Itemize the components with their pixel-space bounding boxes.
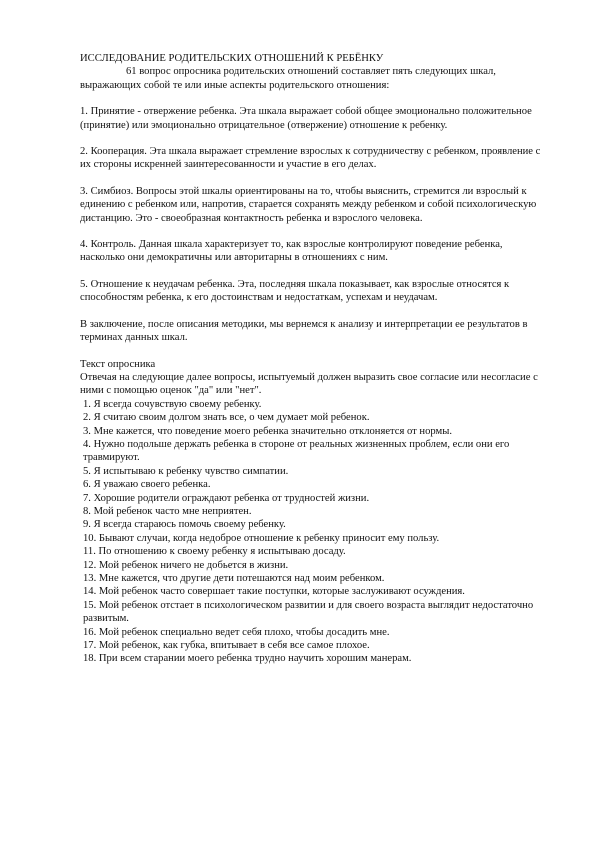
question-item: 3. Мне кажется, что поведение моего ребенка значительно отклоняется от нормы. <box>83 425 453 437</box>
question-item: 12. Мой ребенок ничего не добьется в жизни. <box>83 559 289 571</box>
scale-paragraph: 3. Симбиоз. Вопросы этой шкалы ориентированы на то, чтобы выяснить, стремится ли взрослый к единению с ребенком или, напротив, старается сохранять между ребенком и собой психологическую дистанцию. Это - своеобразная контактность ребенка и взрослого человека. <box>80 185 537 224</box>
spacer <box>80 265 548 278</box>
text-column <box>80 52 548 666</box>
spacer <box>80 92 548 105</box>
scale-paragraph: 4. Контроль. Данная шкала характеризует то, как взрослые контролируют поведение ребенка, насколько они демократичны или авторитарны в отношениях с ним. <box>80 239 503 264</box>
spacer <box>80 345 548 358</box>
question-item: 16. Мой ребенок специально ведет себя плохо, чтобы досадить мне. <box>83 626 390 638</box>
question-list <box>80 398 548 666</box>
question-item: 14. Мой ребенок часто совершает такие поступки, которые заслуживают осуждения. <box>83 586 465 598</box>
question-item: 10. Бывают случаи, когда недоброе отношение к ребенку приносит ему пользу. <box>83 532 440 544</box>
question-item: 15. Мой ребенок отстает в психологическом развитии и для своего возраста выглядит недостаточно развитым. <box>83 599 534 625</box>
questionnaire-heading: Текст опросника <box>80 358 156 370</box>
spacer <box>80 225 548 238</box>
question-item: 6. Я уважаю своего ребенка. <box>83 479 211 491</box>
document-title: ИССЛЕДОВАНИЕ РОДИТЕЛЬСКИХ ОТНОШЕНИЙ К РЕБЁНКУ <box>80 53 384 64</box>
question-item: 11. По отношению к своему ребенку я испытываю досаду. <box>83 546 346 558</box>
spacer <box>80 132 548 145</box>
instruction-paragraph: Отвечая на следующие далее вопросы, испытуемый должен выразить свое согласие или несогласие с ними с помощью оценок "да" или "нет". <box>80 371 538 397</box>
question-item: 5. Я испытываю к ребенку чувство симпатии. <box>83 465 289 477</box>
spacer <box>80 172 548 185</box>
scale-paragraph: 5. Отношение к неудачам ребенка. Эта, последняя шкала показывает, как взрослые относятся к способностям ребенка, к его достоинствам и недостаткам, успехам и неудачам. <box>80 278 510 304</box>
question-item: 13. Мне кажется, что другие дети потешаются над моим ребенком. <box>83 573 385 584</box>
question-item: 18. При всем старании моего ребенка трудно научить хорошим манерам. <box>83 653 412 665</box>
scale-paragraph: 2. Кооперация. Эта шкала выражает стремление взрослых к сотрудничеству с ребенком, проявление с их стороны искренней заинтересованности и участие в его делах. <box>80 146 541 171</box>
question-item: 17. Мой ребенок, как губка, впитывает в себя все самое плохое. <box>83 640 370 652</box>
spacer <box>80 305 548 318</box>
conclusion-paragraph: В заключение, после описания методики, мы вернемся к анализу и интерпретации ее результатов в терминах данных шкал. <box>80 318 528 344</box>
question-item: 9. Я всегда стараюсь помочь своему ребенку. <box>83 519 286 531</box>
scale-paragraph: 1. Принятие - отвержение ребенка. Эта шкала выражает собой общее эмоционально положительное (принятие) или эмоционально отрицательное (отвержение) отношение к ребенку. <box>80 106 532 131</box>
question-item: 4. Нужно подольше держать ребенка в стороне от реальных жизненных проблем, если они его травмируют. <box>83 438 510 464</box>
question-item: 2. Я считаю своим долгом знать все, о чем думает мой ребенок. <box>83 412 370 424</box>
intro-paragraph: 61 вопрос опросника родительских отношений составляет пять следующих шкал, выражающих собой те или иные аспекты родительского отношения: <box>80 66 496 91</box>
question-item: 8. Мой ребенок часто мне неприятен. <box>83 505 252 517</box>
question-item: 7. Хорошие родители ограждают ребенка от трудностей жизни. <box>83 492 370 504</box>
question-item: 1. Я всегда сочувствую своему ребенку. <box>83 398 262 410</box>
